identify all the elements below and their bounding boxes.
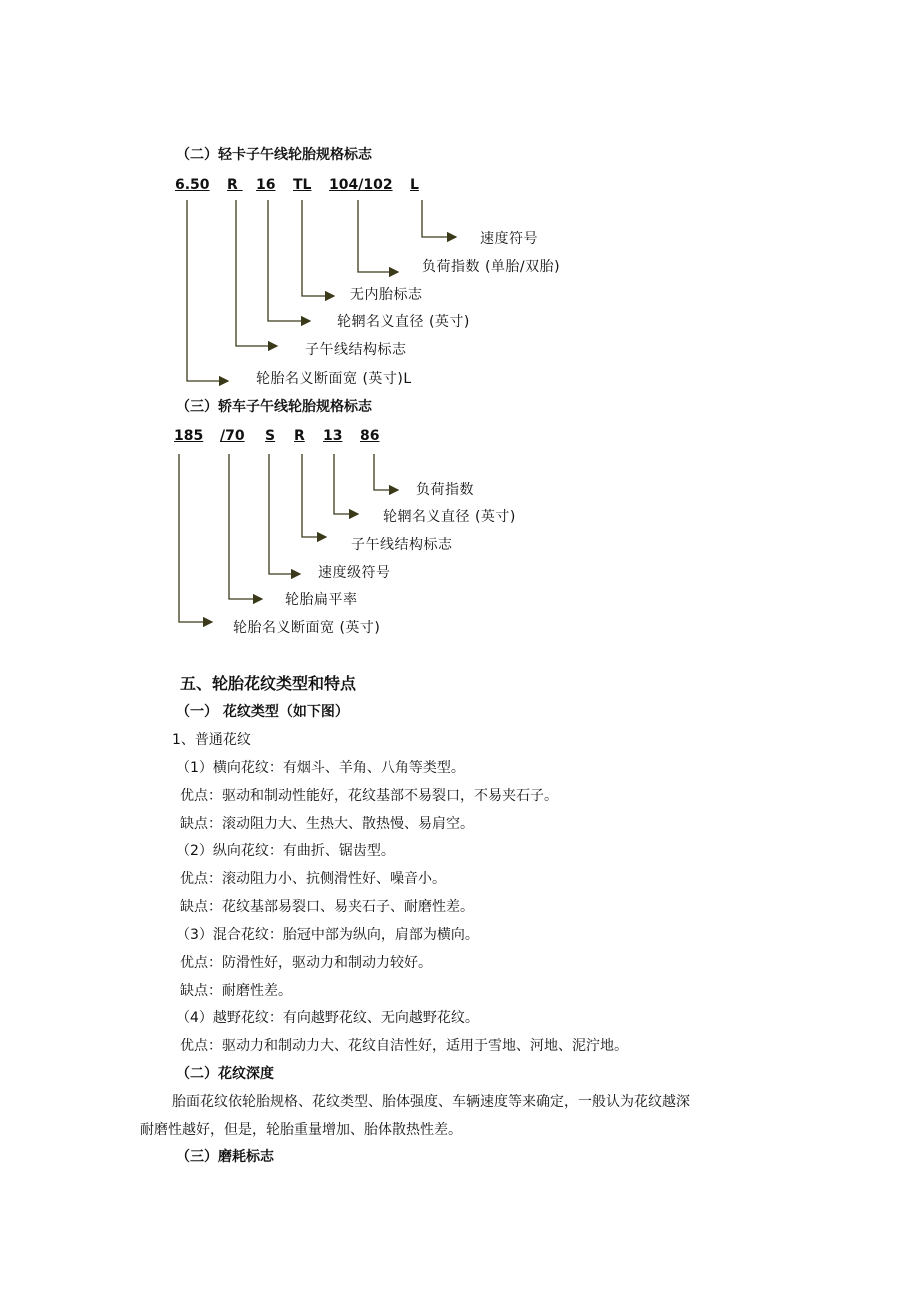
car-line-width bbox=[179, 454, 212, 622]
truck-label-speed: 速度符号 bbox=[480, 231, 538, 247]
section5-title: 五、轮胎花纹类型和特点 bbox=[180, 674, 357, 693]
car-line-rim bbox=[334, 454, 358, 514]
pattern-line: （2）纵向花纹：有曲折、锯齿型。 bbox=[176, 843, 395, 859]
car-line-radial bbox=[302, 454, 326, 537]
car-line-load bbox=[374, 454, 398, 490]
car-code-load: 86 bbox=[360, 428, 380, 444]
truck-line-load bbox=[358, 200, 398, 272]
pattern-line: 缺点：花纹基部易裂口、易夹石子、耐磨性差。 bbox=[180, 899, 474, 915]
truck-label-tubeless: 无内胎标志 bbox=[350, 287, 423, 303]
car-code-rim: 13 bbox=[323, 428, 343, 444]
car-code-speed: S bbox=[265, 428, 276, 444]
truck-line-speed bbox=[422, 200, 456, 237]
pattern-line: 优点：驱动和制动性能好，花纹基部不易裂口，不易夹石子。 bbox=[180, 788, 558, 804]
truck-code-load: 104/102 bbox=[329, 177, 393, 193]
car-code-aspect: /70 bbox=[220, 428, 245, 444]
car-label-speed: 速度级符号 bbox=[318, 565, 391, 581]
truck-code-rim: 16 bbox=[256, 177, 276, 193]
pattern-line: 优点：驱动力和制动力大、花纹自洁性好，适用于雪地、河地、泥泞地。 bbox=[180, 1038, 628, 1054]
car-code-width: 185 bbox=[174, 428, 204, 444]
section5-paragraph-line1: 胎面花纹依轮胎规格、花纹类型、胎体强度、车辆速度等来确定，一般认为花纹越深 bbox=[172, 1094, 690, 1110]
pattern-line: （4）越野花纹：有向越野花纹、无向越野花纹。 bbox=[176, 1010, 479, 1026]
truck-label-radial: 子午线结构标志 bbox=[305, 342, 407, 358]
car-label-load: 负荷指数 bbox=[416, 482, 474, 498]
pattern-line: 优点：防滑性好，驱动力和制动力较好。 bbox=[180, 955, 432, 971]
car-line-aspect bbox=[229, 454, 262, 599]
section5-paragraph-line2: 耐磨性越好，但是，轮胎重量增加、胎体散热性差。 bbox=[140, 1122, 462, 1138]
truck-code-tubeless: TL bbox=[293, 177, 312, 193]
pattern-line: （3）混合花纹：胎冠中部为纵向，肩部为横向。 bbox=[176, 927, 479, 943]
truck-label-width: 轮胎名义断面宽 (英寸)L bbox=[256, 371, 412, 387]
car-code-radial: R bbox=[294, 428, 305, 444]
section5-sub3: （三）磨耗标志 bbox=[176, 1149, 274, 1165]
truck-code-width: 6.50 bbox=[175, 177, 210, 193]
truck-code-radial: R bbox=[227, 177, 243, 193]
truck-line-width bbox=[187, 200, 228, 381]
car-label-width: 轮胎名义断面宽 (英寸) bbox=[233, 620, 381, 636]
pattern-line: 缺点：耐磨性差。 bbox=[180, 983, 292, 999]
pattern-line: 缺点：滚动阻力大、生热大、散热慢、易肩空。 bbox=[180, 816, 474, 832]
car-label-rim: 轮辋名义直径 (英寸) bbox=[383, 509, 516, 525]
truck-heading: （二）轻卡子午线轮胎规格标志 bbox=[176, 147, 372, 163]
truck-label-load: 负荷指数 (单胎/双胎) bbox=[422, 259, 561, 275]
section5-item1: 1、普通花纹 bbox=[172, 732, 251, 748]
truck-line-radial bbox=[236, 200, 277, 346]
truck-label-rim: 轮辋名义直径 (英寸) bbox=[337, 314, 470, 330]
truck-line-tubeless bbox=[302, 200, 334, 296]
section5-sub1: （一） 花纹类型（如下图） bbox=[176, 704, 349, 720]
car-heading: （三）轿车子午线轮胎规格标志 bbox=[176, 399, 372, 415]
car-label-radial: 子午线结构标志 bbox=[351, 537, 453, 553]
section5-sub2: （二）花纹深度 bbox=[176, 1066, 274, 1082]
car-label-aspect: 轮胎扁平率 bbox=[285, 592, 358, 608]
truck-line-rim bbox=[268, 200, 310, 321]
pattern-line: 优点：滚动阻力小、抗侧滑性好、噪音小。 bbox=[180, 871, 446, 887]
truck-code-speed: L bbox=[410, 177, 419, 193]
pattern-line: （1）横向花纹：有烟斗、羊角、八角等类型。 bbox=[176, 760, 465, 776]
car-line-speed bbox=[269, 454, 300, 574]
